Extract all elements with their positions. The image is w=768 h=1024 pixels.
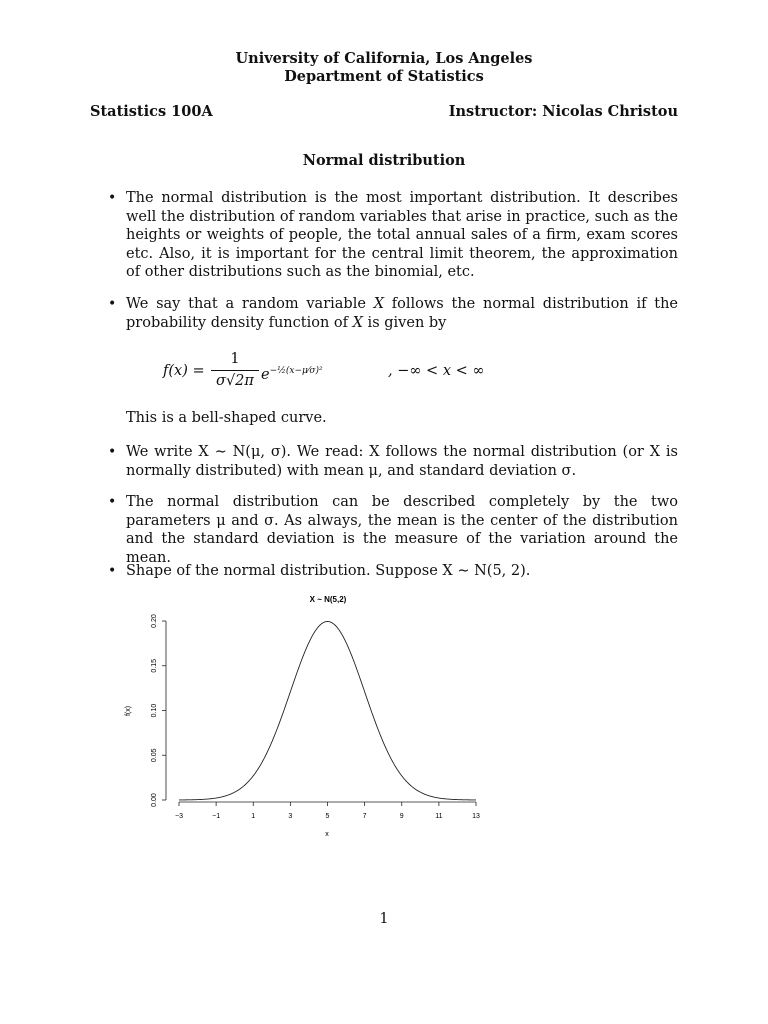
y-tick-label: 0.10 [151,703,158,718]
bullet-text: The normal distribution can be described completely by the two parameters μ and σ. As always, the mean is the center of the distribution and the standard deviation is the measure of the variation around the mean. [126,494,678,566]
x-tick-label: −1 [212,813,221,820]
bullet-text: We write X ∼ N(μ, σ). We read: X follows the normal distribution (or X is normally distributed) with mean μ, and standard deviation σ. [126,444,678,479]
bullet-text [126,295,678,332]
x-axis-label: x [325,831,329,838]
fraction-bar [211,370,259,371]
text-run: follows the normal distribution if the probability density function of [126,296,678,331]
y-tick-label: 0.20 [151,614,158,628]
x-axis [175,802,480,820]
text-run: is given by [362,314,447,331]
x-tick-label: 1 [251,813,256,820]
exp-base: e [261,366,270,383]
bullet-dot: • [108,494,117,510]
bullet-text: Shape of the normal distribution. Suppose X ∼ N(5, 2). [126,563,531,579]
bullet-dot: • [108,296,117,312]
university-name: University of California, Los Angeles [235,50,533,67]
x-tick-label: −3 [175,813,183,820]
bullet-text: The normal distribution is the most important distribution. It describes well the distribution of random variables that arise in practice, such as the heights or weights of people, the total annual sales of a firm, exam scores etc. Also, it is important for the central limit theorem, the approximation of other distributions such as the binomial, etc. [126,190,678,280]
y-axis [151,614,166,807]
y-tick-label: 0.15 [151,658,158,673]
y-tick-label: 0.05 [151,748,158,763]
fraction-numerator: 1 [230,351,240,367]
exp-exponent: −½(x−μ⁄σ)² [269,366,323,376]
bell-shape-note: This is a bell-shaped curve. [126,410,327,426]
bullet-dot: • [108,563,117,579]
pdf-formula [163,350,563,394]
formula-fraction [211,350,259,390]
course-line [90,103,678,122]
bullet-item [108,443,678,480]
section-title: Normal distribution [302,152,466,169]
text-run: We say that a random variable [126,296,374,312]
variable: X [373,296,385,312]
bullet-dot: • [108,444,117,460]
x-tick-label: 5 [325,813,330,820]
formula-range: , −∞ < x < ∞ [388,363,485,379]
normal-density-chart [110,588,500,848]
formula-lhs: f(x) = [163,363,205,379]
bullet-item [108,295,678,332]
page-number: 1 [379,911,389,927]
bullet-item [108,562,678,581]
instructor-name: Instructor: Nicolas Christou [448,103,678,120]
chart-title: X ~ N(5,2) [309,595,347,604]
formula-exponential [261,362,323,384]
y-axis-label: f(x) [125,705,132,717]
x-tick-label: 11 [435,813,443,820]
x-tick-label: 7 [362,813,367,820]
bullet-item [108,189,678,282]
variable: X [352,314,363,331]
x-tick-label: 13 [472,813,480,820]
course-name: Statistics 100A [90,103,213,120]
bullet-dot: • [108,190,117,206]
density-curve [179,621,476,799]
fraction-denominator: σ√2π [216,372,254,389]
bullet-item [108,493,678,567]
x-tick-label: 3 [288,813,293,820]
x-tick-label: 9 [399,813,404,820]
department-name: Department of Statistics [284,68,484,85]
y-tick-label: 0.00 [151,793,158,807]
